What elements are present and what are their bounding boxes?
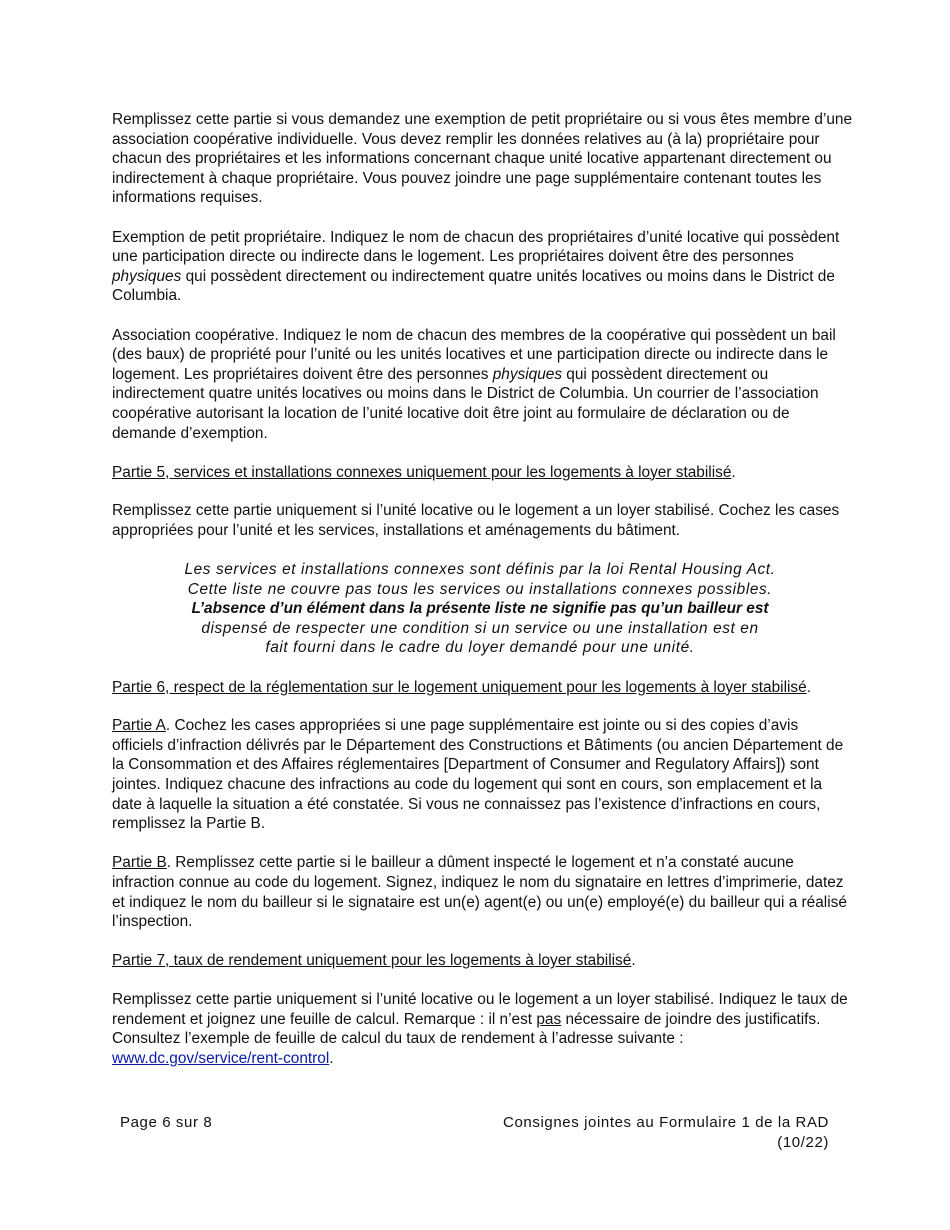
text: . Remplissez cette partie si le bailleur a dûment inspecté le logement et n’a constaté aucune infraction connue au code du logement. Signez, indiquez le nom du signataire en lettres d’imprimerie, datez et indiquez le nom du bailleur si le signataire est un(e) agent(e) ou un(e) employé(e) du bailleur qui a réalisé l’inspection. [112, 854, 847, 931]
text: Remplissez cette partie uniquement si l’unité locative ou le logement a un loyer stabilisé. Indiquez le taux de rendement et joignez une feuille de calcul. Remarque : il n’est [112, 990, 848, 1028]
text: qui possèdent directement ou indirectement quatre unités locatives ou moins dans le District de Columbia. Un courrier de l’association coopérative autorisant la location de l’unité locative doit être joint au formulaire de déclaration ou de demande d’exemption. [112, 365, 819, 442]
form-revision-date: (10/22) [777, 1133, 829, 1151]
text: . Cochez les cases appropriées si une page supplémentaire est jointe ou si des copies d’avis officiels d’infraction délivrés par le Département des Constructions et Bâtiments (ou ancien Département de la Consommation et des Affaires réglementaires [Department of Consumer and Regulatory Affairs]) sont jointes. Indiquez chacune des infractions au code du logement qui sont en cours, son emplacement et la date à laquelle la situation a été constatée. Si vous ne connaissez pas l’existence d’infractions en cours, remplissez la Partie B. [112, 717, 844, 833]
emphasis: physiques [112, 267, 182, 285]
text: nécessaire de joindre des justificatifs. Consultez l’exemple de feuille de calcul du taux de rendement à l’adresse suivante : [112, 1010, 821, 1048]
emphasis: physiques [492, 365, 563, 383]
part5-heading: Partie 5, services et installations connexes uniquement pour les logements à loyer stabilisé. [112, 463, 736, 481]
underlined-word: pas [536, 1010, 562, 1028]
part6-a-label: Partie A [112, 717, 166, 735]
intro-paragraph: Remplissez cette partie si vous demandez une exemption de petit propriétaire ou si vous êtes membre d’une association coopérative individuelle. Vous devez remplir les données relatives au (à la) propriétaire pour chacun des propriétaires et les informations concernant chaque unité locative appartenant directement ou indirectement à chaque propriétaire. Vous pouvez joindre une page supplémentaire contenant toutes les informations requises. [112, 111, 852, 207]
note-line: Les services et installations connexes sont définis par la loi Rental Housing Act. [184, 561, 776, 579]
rent-control-link[interactable]: www.dc.gov/service/rent-control [112, 1049, 330, 1067]
text: Exemption de petit propriétaire. Indiquez le nom de chacun des propriétaires d’unité locative qui possèdent une participation directe ou indirecte dans le logement. Les propriétaires doivent être des personnes [112, 228, 840, 266]
text: . [329, 1049, 334, 1067]
cooperative-paragraph [112, 326, 852, 444]
part6-heading: Partie 6, respect de la réglementation sur le logement uniquement pour les logements à loyer stabilisé. [112, 678, 811, 696]
text: qui possèdent directement ou indirectement quatre unités locatives ou moins dans le District de Columbia. [112, 267, 835, 305]
part5-heading-text: Partie 5, services et installations connexes uniquement pour les logements à loyer stabilisé [112, 463, 732, 481]
part7-heading-text: Partie 7, taux de rendement uniquement pour les logements à loyer stabilisé [112, 952, 632, 970]
document-body [112, 110, 852, 1088]
page-number: Page 6 sur 8 [120, 1114, 213, 1131]
text: Association coopérative. Indiquez le nom de chacun des membres de la coopérative qui possèdent un bail (des baux) de propriété pour l’unité ou les unités locatives et une participation directe ou indirecte dans le logement. Les propriétaires doivent être des personnes [112, 326, 836, 383]
note-line-bold: L’absence d’un élément dans la présente liste ne signifie pas qu’un bailleur est [191, 600, 769, 618]
part6-a-paragraph [112, 716, 852, 834]
part6-b-label: Partie B [112, 854, 167, 872]
form-reference-line: Consignes jointes au Formulaire 1 de la RAD [503, 1114, 829, 1131]
part6-b-paragraph [112, 853, 852, 931]
part7-heading: Partie 7, taux de rendement uniquement pour les logements à loyer stabilisé. [112, 952, 636, 970]
part6-heading-text: Partie 6, respect de la réglementation sur le logement uniquement pour les logements à loyer stabilisé [112, 678, 807, 696]
part5-body: Remplissez cette partie uniquement si l’unité locative ou le logement a un loyer stabilisé. Cochez les cases appropriées pour l’unité et les services, installations et aménagements du bâtiment. [112, 502, 840, 539]
part5-note [112, 560, 848, 658]
note-line: dispensé de respecter une condition si un service ou une installation est en [201, 619, 759, 637]
small-owner-exemption-paragraph [112, 228, 852, 306]
note-line: Cette liste ne couvre pas tous les services ou installations connexes possibles. [187, 580, 773, 598]
note-line: fait fourni dans le cadre du loyer demandé pour une unité. [265, 639, 695, 657]
form-reference [503, 1113, 829, 1152]
part7-body [112, 990, 852, 1068]
